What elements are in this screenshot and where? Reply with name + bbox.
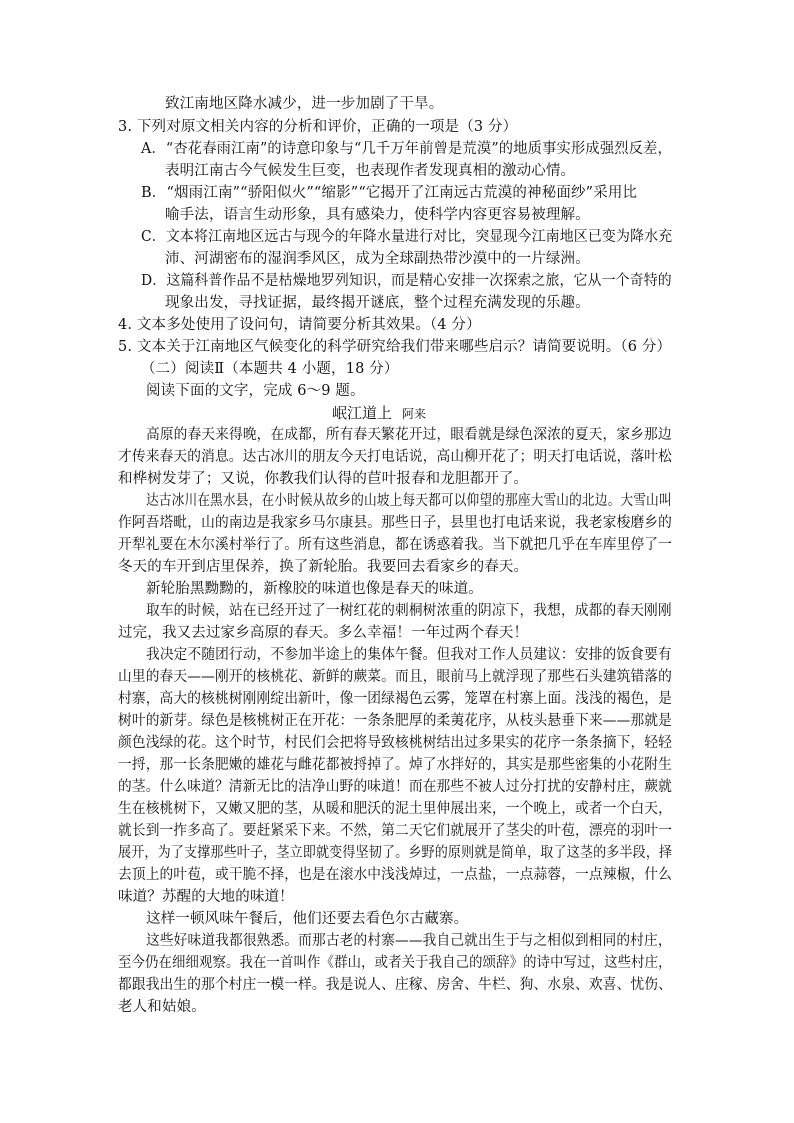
paragraph-line: 和桦树发芽了；又说，你教我们认得的苣叶报春和龙胆都开了。 (118, 471, 529, 487)
paragraph-line: 都跟我出生的那个村庄一模一样。我是说人、庄稼、房舍、牛栏、狗、水泉、欢喜、忧伤、 (118, 977, 673, 993)
paragraph-line: 达古冰川在黑水县，在小时候从故乡的山坡上每天都可以仰望的那座大雪山的北边。大雪山叫 (146, 493, 672, 509)
paragraph-line: 树叶的新芽。绿色是核桃树正在开花：一条条肥厚的柔荑花序，从枝头悬垂下来——那就是 (118, 713, 673, 729)
paragraph-line: 过完，我又去过家乡高原的春天。多么幸福！一年过两个春天！ (118, 625, 529, 641)
paragraph-line: 我决定不随团行动，不参加半途上的集体午餐。但我对工作人员建议：安排的饭食要有 (146, 647, 672, 663)
paragraph-line: 这样一顿风味午餐后，他们还要去看色尔古藏寨。 (146, 911, 469, 927)
reading-instruction: 阅读下面的文字，完成 6～9 题。 (146, 383, 365, 399)
paragraph-line: 才传来春天的消息。达古冰川的朋友今天打电话说，高山柳开花了；明天打电话说，落叶松 (118, 449, 673, 465)
paragraph-line: 作阿吾塔毗，山的南边是我家乡马尔康县。那些日子，县里也打电话来说，我老家梭磨乡的 (118, 515, 673, 531)
option-a-line-2: 表明江南古今气候发生巨变，也表现作者发现真相的激动心情。 (165, 163, 576, 179)
article-author: 阿来 (402, 407, 427, 421)
paragraph-line: 山里的春天——刚开的核桃花、新鲜的蕨菜。而且，眼前马上就浮现了那些石头建筑错落的 (118, 669, 673, 685)
paragraph-line: 高原的春天来得晚，在成都，所有春天繁花开过，眼看就是绿色深浓的夏天，家乡那边 (146, 427, 672, 443)
option-c-line-1: C．文本将江南地区远古与现今的年降水量进行对比，突显现今江南地区已变为降水充 (141, 229, 673, 245)
article-title (332, 402, 426, 425)
paragraph-line: 展开，为了支撑那些叶子，茎立即就变得坚韧了。乡野的原则就是简单，取了这茎的多半段，择 (118, 845, 673, 861)
option-b-line-2: 喻手法，语言生动形象，具有感染力，使科学内容更容易被理解。 (165, 207, 590, 223)
paragraph-line: 颜色浅绿的花。这个时节，村民们会把将导致核桃树结出过多果实的花序一条条摘下，轻轻 (118, 735, 673, 751)
paragraph-line: 一捋，那一长条肥嫩的雄花与雌花都被捋掉了。焯了水拌好的，其实是那些密集的小花附生 (118, 757, 673, 773)
paragraph-line: 冬天的车开到店里保养，换了新轮胎。我要回去看家乡的春天。 (118, 559, 529, 575)
paragraph-line: 至今仍在细细观察。我在一首叫作《群山，或者关于我自己的颂辞》的诗中写过，这些村庄， (118, 955, 672, 971)
continued-text-line: 致江南地区降水减少，进一步加剧了干旱。 (165, 96, 444, 112)
option-c-line-2: 沛、河湖密布的湿润季风区，成为全球副热带沙漠中的一片绿洲。 (165, 251, 590, 267)
section-heading: （二）阅读Ⅱ（本题共 4 小题，18 分） (141, 361, 399, 377)
paragraph-line: 生在核桃树下，又嫩又肥的茎，从暖和肥沃的泥土里伸展出来，一个晚上，或者一个白天， (118, 801, 673, 817)
paragraph-line: 味道？苏醒的大地的味道！ (118, 889, 294, 905)
paragraph-line: 的茎。什么味道？清新无比的洁净山野的味道！而在那些不被人过分打扰的安静村庄，蕨就 (118, 779, 673, 795)
option-d-line-2: 现象出发，寻找证据，最终揭开谜底，整个过程充满发现的乐趣。 (165, 295, 590, 311)
question-3-stem: 3. 下列对原文相关内容的分析和评价，正确的一项是（3 分） (118, 119, 518, 135)
paragraph-line: 新轮胎黑黝黝的，新橡胶的味道也像是春天的味道。 (146, 581, 483, 597)
question-4: 4. 文本多处使用了设问句，请简要分析其效果。（4 分） (118, 317, 481, 333)
option-a-line-1: A．“杏花春雨江南”的诗意印象与“几千万年前曾是荒漠”的地质事实形成强烈反差， (141, 141, 673, 157)
option-b-line-1: B．“烟雨江南”“骄阳似火”“缩影”“它揭开了江南远古荒漠的神秘面纱”采用比 (141, 185, 638, 201)
paragraph-line: 开犁礼要在木尔溪村举行了。所有这些消息，都在诱惑着我。当下就把几乎在车库里停了一 (118, 537, 673, 553)
paragraph-line: 去顶上的叶苞，或干脆不择，也是在滚水中浅浅焯过，一点盐，一点蒜蓉，一点辣椒，什么 (118, 867, 673, 883)
question-5: 5. 文本关于江南地区气候变化的科学研究给我们带来哪些启示？请简要说明。（6 分） (118, 339, 672, 355)
paragraph-line: 村寨，高大的核桃树刚刚绽出新叶，像一团绿褐色云雾，笼罩在村寨上面。浅浅的褐色，是 (118, 691, 673, 707)
paragraph-line: 就长到一拃多高了。要赶紧采下来。不然，第二天它们就展开了茎尖的叶苞，漂亮的羽叶一 (118, 823, 673, 839)
option-d-line-1: D．这篇科普作品不是枯燥地罗列知识，而是精心安排一次探索之旅，它从一个奇特的 (141, 273, 672, 289)
paragraph-line: 老人和姑娘。 (118, 999, 206, 1015)
paragraph-line: 取车的时候，站在已经开过了一树红花的刺桐树浓重的阴凉下，我想，成都的春天刚刚 (146, 603, 672, 619)
article-title-text: 岷江道上 (332, 404, 393, 422)
paragraph-line: 这些好味道我都很熟悉。而那古老的村寨——我自己就出生于与之相似到相同的村庄， (146, 933, 672, 949)
